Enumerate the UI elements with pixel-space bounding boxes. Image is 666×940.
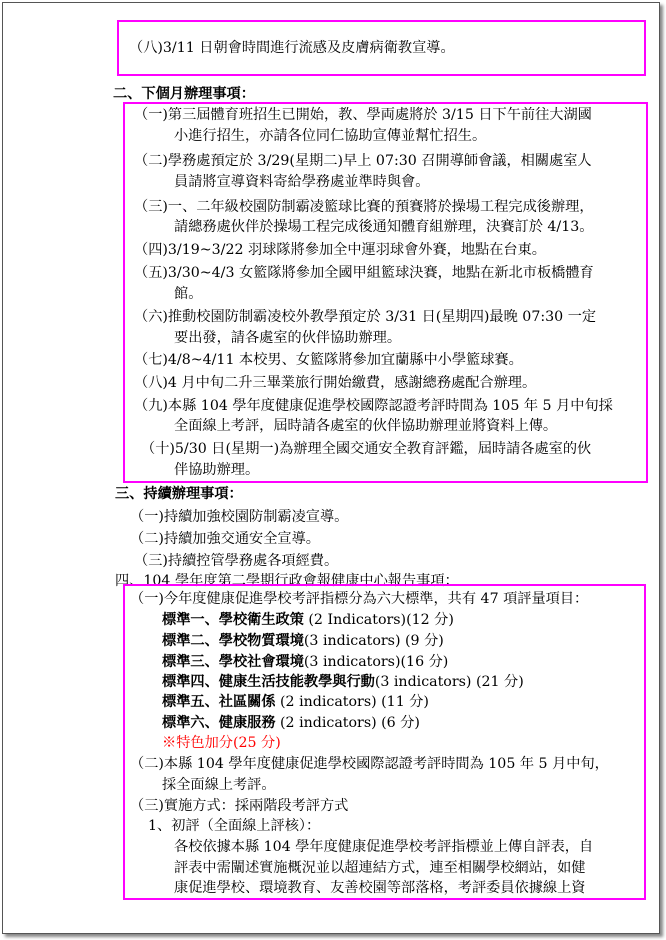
s2-line: （三)一、二年級校園防制霸凌籃球比賽的預賽將於操場工程完成後辦理， [134,199,594,215]
s3-line: （一)持續加強校園防制霸凌宣導。 [130,509,349,525]
s3-line: （二)持續加強交通安全宣導。 [130,531,320,547]
s4-line: （三)實施方式：採兩階段考評方式 [130,798,349,814]
s2-line: 要出發，請各處室的伙伴協助辦理。 [174,330,402,346]
standard-5 [162,693,429,711]
s2-line: （一)第三屆體育班招生已開始，教、學両處將於 3/15 日下午前往大湖國 [134,107,592,123]
standard-detail: (2 indicators) (11 分) [275,694,429,710]
s4-line: 康促進學校、環境教育、友善校園等部落格，考評委員依據線上資 [174,880,586,896]
s2-line: （五)3/30~4/3 女籃隊將參加全國甲組籃球決賽，地點在新北市板橋體育 [134,265,594,281]
standard-name: 標準二、學校物質環境 [162,633,304,649]
s2-line: 小進行招生，亦請各位同仁協助宣傳並幫忙招生。 [174,128,487,144]
s2-line: 員請將宣導資料寄給學務處並準時與會。 [174,174,430,190]
standard-1 [162,611,454,629]
document-page [2,2,660,934]
s4-line: （二)本縣 104 學年度健康促進學校國際認證考評時間為 105 年 5 月中旬， [130,756,609,772]
s2-line: （十)5/30 日(星期一)為辦理全國交通安全教育評鑑，屆時請各處室的伙 [141,441,592,457]
s2-line: （八)4 月中旬二升三畢業旅行開始繳費，感謝總務處配合辦理。 [134,375,537,391]
s4-line: 採全面線上考評。 [162,777,276,793]
prev-item-8: （八)3/11 日朝會時間進行流感及皮膚病衛教宣導。 [129,40,455,56]
standard-2 [162,632,444,650]
bonus-points: ※特色加分(25 分) [162,735,281,751]
s2-line: 請總務處伙伴於操場工程完成後通知體育組辦理，決賽訂於 4/13。 [174,219,594,235]
standard-detail: (3 indicators) (21 分) [374,674,524,690]
s2-line: （七)4/8~4/11 本校男、女籃隊將參加宜蘭縣中小學籃球賽。 [134,352,523,368]
s3-line: （三)持續控管學務處各項經費。 [134,553,339,569]
s4-line: 1、初評（全面線上評核）： [148,818,321,834]
s4-intro: （一)今年度健康促進學校考評指標分為六大標準，共有 47 項評量項目： [130,591,589,607]
standard-detail: (3 indicators) (9 分) [303,633,444,649]
standard-detail: (2 Indicators)(12 分) [303,612,454,628]
section-3-heading: 三、持續辦理事項： [115,486,243,502]
section-2-heading: 二、下個月辦理事項： [113,86,255,102]
standard-name: 標準一、學校衛生政策 [162,612,304,628]
standard-name: 標準三、學校社會環境 [162,654,304,670]
standard-name: 標準五、社區關係 [162,694,276,710]
standard-3 [162,653,448,671]
s2-line: （二)學務處預定於 3/29(星期二)早上 07:30 召開導師會議，相關處室人 [134,153,592,169]
s2-line: （九)本縣 104 學年度健康促進學校國際認證考評時間為 105 年 5 月中旬採 [134,398,613,414]
section-4-heading: 四、104 學年度第二學期行政會報健康中心報告事項： [115,573,459,589]
standard-4 [162,673,524,691]
s2-line: （六)推動校園防制霸凌校外教學預定於 3/31 日(星期四)最晚 07:30 一定 [134,309,597,325]
standard-name: 標準四、健康生活技能教學與行動 [162,674,375,690]
standard-name: 標準六、健康服務 [162,715,276,731]
standard-detail: (3 indicators)(16 分) [303,654,449,670]
standard-6 [162,714,420,732]
s4-line: 各校依據本縣 104 學年度健康促進學校考評指標並上傳自評表，自 [174,839,594,855]
s2-line: 館。 [174,286,203,302]
s4-line: 評表中需闡述實施概況並以超連結方式，連至相關學校網站，如健 [174,860,586,876]
s2-line: 伴協助辦理。 [174,462,260,478]
s2-line: 全面線上考評，屆時請各處室的伙伴協助辦理並將資料上傳。 [174,418,558,434]
standard-detail: (2 indicators) (6 分) [275,715,420,731]
s2-line: （四)3/19~3/22 羽球隊將參加全中運羽球會外賽，地點在台東。 [134,242,546,258]
